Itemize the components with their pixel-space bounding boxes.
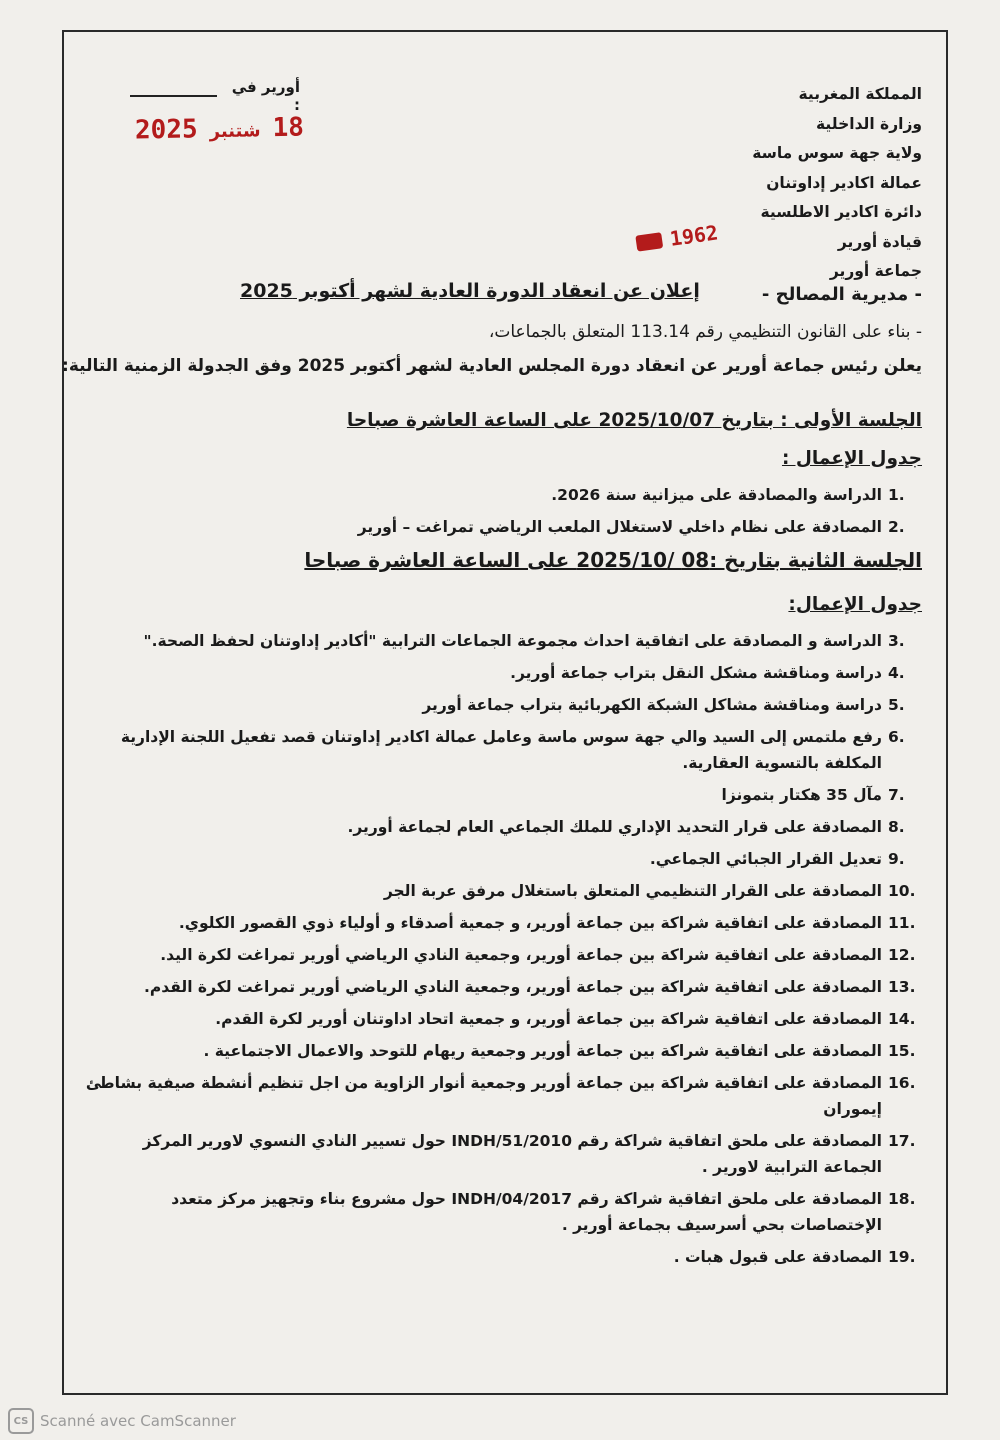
item-number: 16 . xyxy=(888,1070,922,1096)
item-text: المصادقة على ملحق اتفاقية شراكة رقم 2010/INDH/51 حول تسيير النادي النسوي لاورير المركز الجماعة الترابية لاورير . xyxy=(142,1132,882,1176)
agenda-item xyxy=(82,974,922,1000)
agenda-item xyxy=(82,660,922,686)
header-line: جماعة أورير xyxy=(829,262,922,280)
item-number: 18 . xyxy=(888,1186,922,1212)
agenda-item xyxy=(82,1244,922,1270)
item-text: دراسة ومناقشة مشاكل الشبكة الكهربائية بتراب جماعة أورير xyxy=(422,696,882,714)
camscanner-icon: CS xyxy=(8,1408,34,1434)
announcement-text: يعلن رئيس جماعة أورير عن انعقاد دورة المجلس العادية لشهر أكتوبر 2025 وفق الجدولة الزمنية التالية: xyxy=(62,356,922,376)
department-label: - مديرية المصالح - xyxy=(761,284,922,305)
item-text: رفع ملتمس إلى السيد والي جهة سوس ماسة وعامل عمالة اكادير إداوتنان قصد تفعيل اللجنة الإدارية المكلفة بالتسوية العقارية. xyxy=(120,728,882,772)
agenda-item xyxy=(82,1128,922,1180)
header-line: دائرة اكادير الاطلسية xyxy=(760,203,922,221)
agenda-item xyxy=(82,846,922,872)
item-number: 11 . xyxy=(888,910,922,936)
header-line: وزارة الداخلية xyxy=(816,114,922,133)
item-text: المصادقة على ملحق اتفاقية شراكة رقم 2017/INDH/04 حول مشروع بناء وتجهيز مركز متعدد الإختصاصات بحي أسرسيف بجماعة أورير . xyxy=(171,1190,882,1234)
header-line: قيادة أورير xyxy=(837,232,922,251)
reference-number: 1962 xyxy=(668,220,720,251)
stamp-day: 18 xyxy=(272,112,305,144)
item-text: تعديل القرار الجبائي الجماعي. xyxy=(649,850,882,868)
agenda-item xyxy=(82,692,922,718)
place-date-line xyxy=(130,78,300,114)
item-text: الدراسة و المصادقة على اتفاقية احداث مجموعة الجماعات الترابية "أكادير إداوتنان لحفظ الصحة." xyxy=(143,632,882,650)
agenda-item xyxy=(82,724,922,776)
item-number: 12 . xyxy=(888,942,922,968)
item-number: 19 . xyxy=(888,1244,922,1270)
stamp-year: 2025 xyxy=(134,114,198,146)
agenda-item xyxy=(82,910,922,936)
agenda-item xyxy=(82,942,922,968)
session-2-agenda-label: جدول الإعمال: xyxy=(788,594,922,615)
session-2-agenda-list xyxy=(82,628,922,1276)
item-number: 7 . xyxy=(888,782,922,808)
item-number: 6 . xyxy=(888,724,922,750)
item-text: المصادقة على القرار التنظيمي المتعلق باستغلال مرفق عربة الجر xyxy=(383,882,882,900)
item-text: المصادقة على اتفاقية شراكة بين جماعة أورير وجمعية أنوار الزاوية من اجل تنظيم أنشطة صيفية بشاطئ إيموران xyxy=(85,1074,882,1118)
scanner-watermark xyxy=(8,1408,236,1434)
agenda-item xyxy=(82,1070,922,1122)
item-text: المصادقة على اتفاقية شراكة بين جماعة أورير، وجمعية النادي الرياضي أورير تمراغت لكرة اليد. xyxy=(160,946,882,964)
administrative-header xyxy=(662,80,922,287)
agenda-item xyxy=(82,782,922,808)
agenda-item xyxy=(82,514,922,540)
item-number: 3 . xyxy=(888,628,922,654)
item-number: 14 . xyxy=(888,1006,922,1032)
date-stamp xyxy=(135,113,304,146)
item-text: دراسة ومناقشة مشكل النقل بتراب جماعة أورير. xyxy=(510,664,882,682)
item-text: المصادقة على اتفاقية شراكة بين جماعة أورير، و جمعية اتحاد اداوتنان أورير لكرة القدم. xyxy=(215,1010,882,1028)
item-number: 9 . xyxy=(888,846,922,872)
item-number: 1 . xyxy=(888,482,922,508)
item-text: المصادقة على نظام داخلي لاستغلال الملعب الرياضي تمراغت – أورير xyxy=(357,518,882,536)
session-1-agenda-label: جدول الإعمال : xyxy=(781,448,922,469)
session-1-heading: الجلسة الأولى : بتاريخ 2025/10/07 على الساعة العاشرة صباحا xyxy=(346,410,922,431)
session-2-heading: الجلسة الثانية بتاريخ :08 /2025/10 على الساعة العاشرة صباحا xyxy=(304,548,922,572)
item-number: 5 . xyxy=(888,692,922,718)
agenda-item xyxy=(82,1038,922,1064)
item-text: المصادقة على اتفاقية شراكة بين جماعة أورير وجمعية ريهام للتوحد والاعمال الاجتماعية . xyxy=(203,1042,882,1060)
item-text: الدراسة والمصادقة على ميزانية سنة 2026. xyxy=(551,486,882,504)
item-number: 4 . xyxy=(888,660,922,686)
announcement-title: إعلان عن انعقاد الدورة العادية لشهر أكتوبر 2025 xyxy=(240,280,700,302)
header-line: المملكة المغربية xyxy=(798,85,922,103)
item-number: 2 . xyxy=(888,514,922,540)
header-line: عمالة اكادير إداوتنان xyxy=(766,173,922,192)
date-place-block xyxy=(130,78,300,114)
stamp-ink-blot xyxy=(635,232,663,251)
item-number: 8 . xyxy=(888,814,922,840)
agenda-item xyxy=(82,1186,922,1238)
item-text: المصادقة على اتفاقية شراكة بين جماعة أورير، وجمعية النادي الرياضي أورير تمراغت لكرة القدم. xyxy=(144,978,882,996)
place-label: أورير في : xyxy=(231,78,300,114)
legal-basis: - بناء على القانون التنظيمي رقم 113.14 المتعلق بالجماعات، xyxy=(488,322,922,342)
item-number: 15 . xyxy=(888,1038,922,1064)
item-number: 10 . xyxy=(888,878,922,904)
header-line: ولاية جهة سوس ماسة xyxy=(752,144,922,162)
session-1-agenda-list xyxy=(82,482,922,546)
item-number: 13 . xyxy=(888,974,922,1000)
stamp-month: شتنبر xyxy=(209,120,261,143)
item-number: 17 . xyxy=(888,1128,922,1154)
item-text: المصادقة على اتفاقية شراكة بين جماعة أورير، و جمعية أصدقاء و أولياء ذوي القصور الكلوي. xyxy=(178,914,882,932)
item-text: المصادقة على قبول هبات . xyxy=(673,1248,882,1266)
agenda-item xyxy=(82,1006,922,1032)
item-text: المصادقة على قرار التحديد الإداري للملك الجماعي العام لجماعة أورير. xyxy=(347,818,882,836)
date-blank-line xyxy=(130,95,217,97)
agenda-item xyxy=(82,814,922,840)
agenda-item xyxy=(82,482,922,508)
agenda-item xyxy=(82,628,922,654)
watermark-text: Scanné avec CamScanner xyxy=(40,1412,236,1430)
agenda-item xyxy=(82,878,922,904)
item-text: مآل 35 هكتار بتمونزا xyxy=(721,786,882,804)
